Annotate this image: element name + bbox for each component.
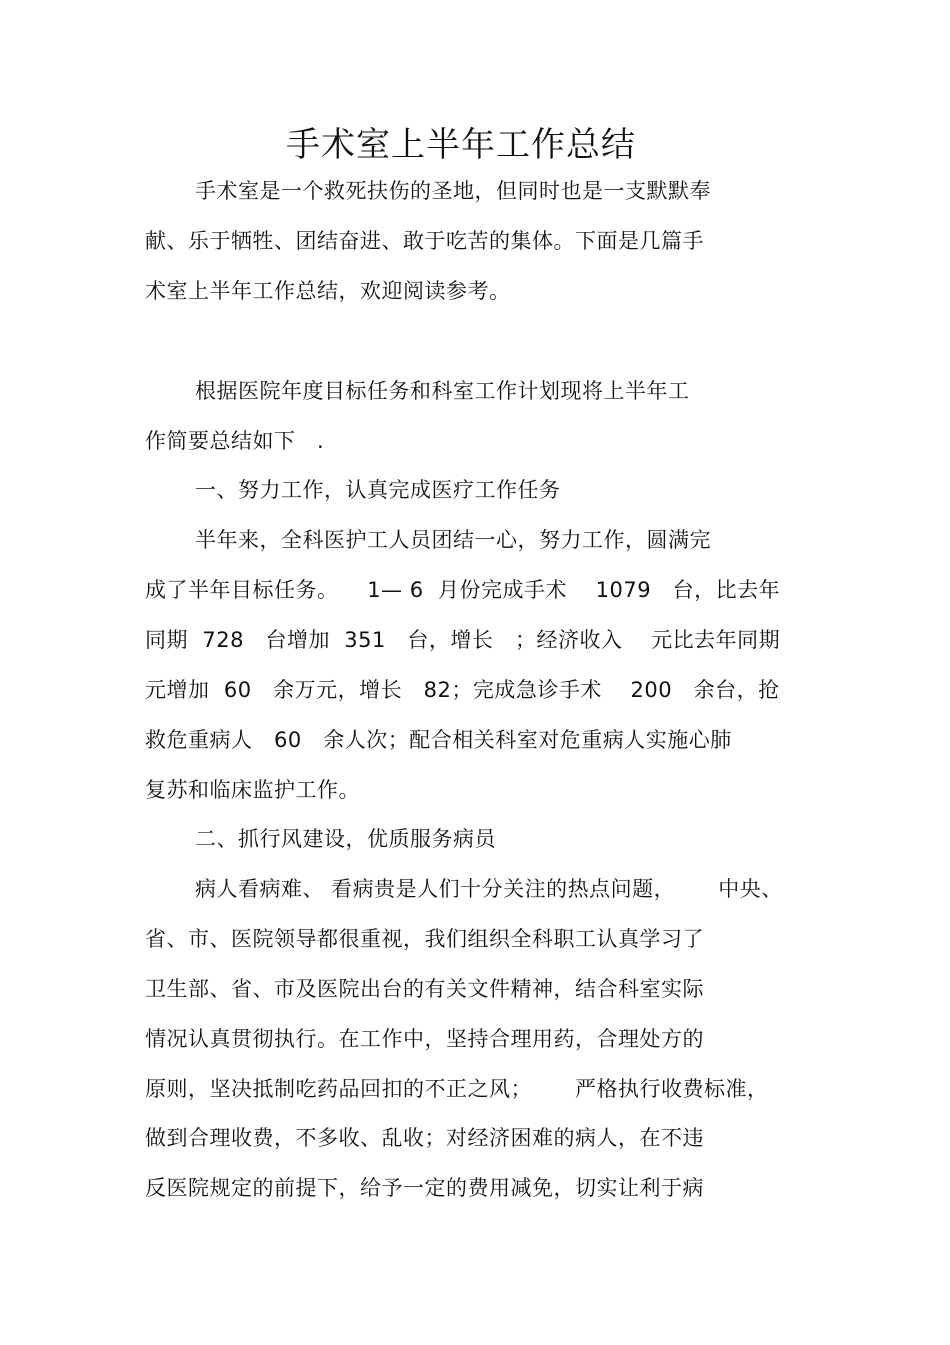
paragraph-line: 献、乐于牺牲、团结奋进、敢于吃苦的集体。下面是几篇手 — [145, 229, 704, 253]
paragraph-line: 卫生部、省、市及医院出台的有关文件精神，结合科室实际 — [145, 977, 704, 1001]
paragraph-line: 救危重病人 60 余人次；配合相关科室对危重病人实施心肺 — [145, 728, 732, 752]
paragraph-line: 元增加 60 余万元，增长 82；完成急诊手术 200 余台，抢 — [145, 678, 780, 702]
paragraph-line: 手术室是一个救死扶伤的圣地，但同时也是一支默默奉 — [195, 179, 711, 203]
paragraph-line: 术室上半年工作总结，欢迎阅读参考。 — [145, 279, 511, 303]
paragraph-line: 半年来，全科医护工人员团结一心，努力工作，圆满完 — [195, 528, 711, 552]
section-heading: 一、努力工作，认真完成医疗工作任务 — [195, 478, 561, 502]
paragraph-line: 情况认真贯彻执行。在工作中，坚持合理用药，合理处方的 — [145, 1027, 704, 1051]
paragraph-line: 反医院规定的前提下，给予一定的费用减免，切实让利于病 — [145, 1176, 704, 1200]
section-heading: 二、抓行风建设，优质服务病员 — [195, 827, 496, 851]
paragraph-line: 同期 728 台增加 351 台，增长 ；经济收入 元比去年同期 — [145, 628, 781, 652]
paragraph-line: 根据医院年度目标任务和科室工作计划现将上半年工 — [195, 379, 690, 403]
paragraph-line: 复苏和临床监护工作。 — [145, 778, 360, 802]
paragraph-line: 做到合理收费，不多收、乱收；对经济困难的病人，在不违 — [145, 1126, 704, 1150]
paragraph-line: 病人看病难、 看病贵是人们十分关注的热点问题， 中央、 — [195, 877, 783, 901]
paragraph-line: 原则，坚决抵制吃药品回扣的不正之风； 严格执行收费标准， — [145, 1077, 769, 1101]
paragraph-line: 成了半年目标任务。 1— 6 月份完成手术 1079 台，比去年 — [145, 578, 781, 602]
paragraph-line: 省、市、医院领导都很重视，我们组织全科职工认真学习了 — [145, 927, 704, 951]
document-title: 手术室上半年工作总结 — [286, 125, 636, 165]
paragraph-line: 作简要总结如下 . — [145, 429, 325, 453]
